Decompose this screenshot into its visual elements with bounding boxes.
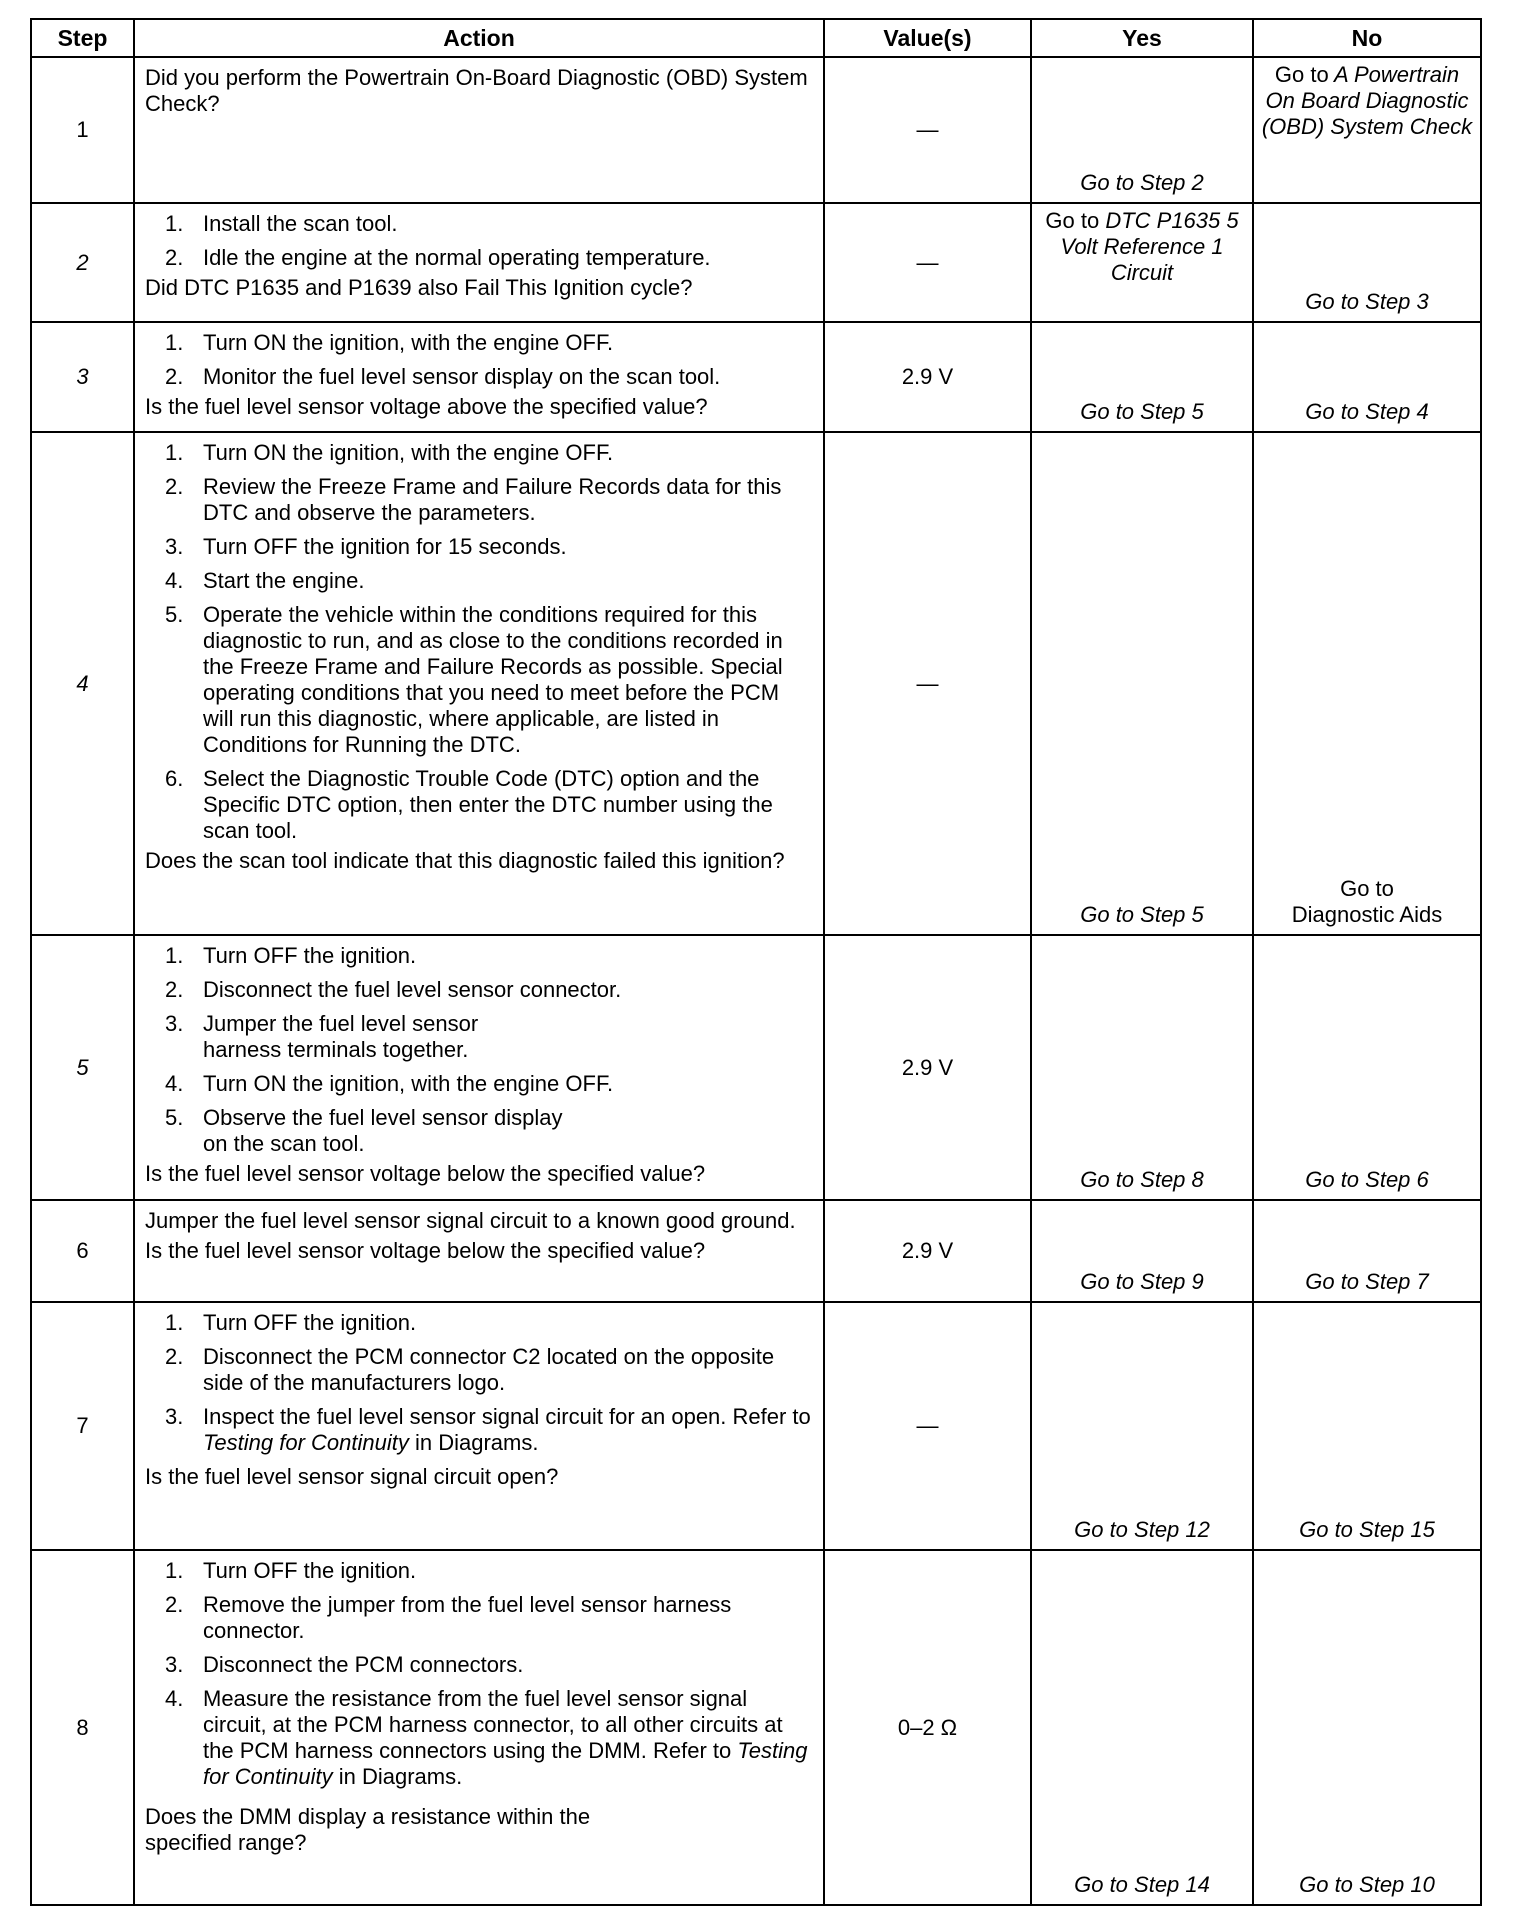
no-result [1253,322,1481,432]
no-result-reference: A Powertrain On Board Diagnostic (OBD) System Check [1261,62,1473,139]
header-yes: Yes [1031,19,1253,57]
no-result-text: Go to Step 3 [1305,289,1429,314]
value-cell: — [824,1302,1031,1550]
substep-number: 2. [165,977,184,1002]
substep-number: 1. [165,440,184,465]
step-number: 7 [31,1302,134,1550]
substep [165,1011,813,1063]
question-text: Is the fuel level sensor voltage below the specified value? [145,1161,706,1186]
no-result-reference: Diagnostic Aids [1291,902,1443,927]
substep [165,1652,813,1678]
substep [165,1071,813,1097]
substep-number: 5. [165,1105,184,1130]
substep-text: Turn ON the ignition, with the engine OFF. [203,330,614,355]
substep-number: 6. [165,766,184,791]
substep-list [145,1558,813,1790]
substep-list [145,1310,813,1456]
substep-number: 3. [165,1011,184,1036]
action-cell [134,935,824,1200]
substep-text: Inspect the fuel level sensor signal circuit for an open. Refer to [203,1404,811,1429]
question-text: Did DTC P1635 and P1639 also Fail This Ignition cycle? [145,275,693,300]
yes-result-text: Go to Step 2 [1080,170,1204,195]
substep [165,1310,813,1336]
table-row-step-4 [31,432,1481,935]
no-result [1253,57,1481,203]
question-text: Is the fuel level sensor voltage below the specified value? [145,1238,706,1263]
substep-number: 1. [165,1558,184,1583]
value-cell: — [824,203,1031,322]
no-result-prefix: Go to [1340,876,1394,901]
substep-text: Disconnect the PCM connectors. [203,1652,524,1677]
substep-list [145,943,813,1157]
substep-text: Turn OFF the ignition. [203,1558,417,1583]
step-number: 4 [31,432,134,935]
action-cell [134,57,824,203]
action-cell [134,1200,824,1302]
table-row-step-6 [31,1200,1481,1302]
no-result [1253,935,1481,1200]
substep [165,568,813,594]
header-no: No [1253,19,1481,57]
substep-text: Disconnect the PCM connector C2 located on the opposite side of the manufacturers logo. [203,1344,775,1395]
no-result-text: Go to Step 7 [1305,1269,1429,1294]
substep-text-suffix: in Diagrams. [338,1764,463,1789]
action-cell [134,203,824,322]
step-number: 2 [31,203,134,322]
no-result-text: Go to Step 6 [1305,1167,1429,1192]
no-result [1253,1302,1481,1550]
substep-text: Jumper the fuel level sensor harness terminals together. [203,1011,479,1062]
step-number: 1 [31,57,134,203]
no-result [1253,1550,1481,1905]
substep-list [145,440,813,844]
substep-text-suffix: in Diagrams. [414,1430,539,1455]
action-cell [134,322,824,432]
diagnostic-table [30,18,1482,1906]
value-cell: 0–2 Ω [824,1550,1031,1905]
header-action: Action [134,19,824,57]
step-number: 3 [31,322,134,432]
substep-text: Monitor the fuel level sensor display on the scan tool. [203,364,721,389]
yes-result [1031,432,1253,935]
substep-text: Disconnect the fuel level sensor connector. [203,977,622,1002]
substep [165,1105,813,1157]
substep-text: Turn OFF the ignition. [203,1310,417,1335]
substep-number: 4. [165,1686,184,1711]
value-cell: — [824,432,1031,935]
no-result-text: Go to Step 4 [1305,399,1429,424]
substep-text: Remove the jumper from the fuel level sensor harness connector. [203,1592,732,1643]
no-result-text: Go to Step 15 [1299,1517,1435,1542]
value-cell: 2.9 V [824,1200,1031,1302]
yes-result-text: Go to Step 5 [1080,902,1204,927]
substep [165,943,813,969]
question-text: Did you perform the Powertrain On-Board Diagnostic (OBD) System Check? [145,65,808,116]
substep-number: 4. [165,568,184,593]
substep-number: 1. [165,211,184,236]
substep-number: 3. [165,1404,184,1429]
yes-result [1031,322,1253,432]
substep [165,1686,813,1790]
yes-result-text: Go to Step 14 [1074,1872,1210,1897]
substep [165,245,813,271]
action-cell [134,432,824,935]
header-step: Step [31,19,134,57]
yes-result-text: Go to Step 12 [1074,1517,1210,1542]
substep-text: Turn ON the ignition, with the engine OFF. [203,1071,614,1096]
table-row-step-1 [31,57,1481,203]
substep-text: Turn ON the ignition, with the engine OFF. [203,440,614,465]
step-number: 8 [31,1550,134,1905]
no-result [1253,1200,1481,1302]
action-cell [134,1550,824,1905]
substep-text: Turn OFF the ignition for 15 seconds. [203,534,567,559]
yes-result [1031,57,1253,203]
yes-result-text: Go to Step 9 [1080,1269,1204,1294]
substep-number: 1. [165,1310,184,1335]
no-result [1253,203,1481,322]
substep-text: Turn OFF the ignition. [203,943,417,968]
substep-number: 3. [165,534,184,559]
substep-number: 1. [165,330,184,355]
value-cell: — [824,57,1031,203]
yes-result-prefix: Go to [1045,208,1100,233]
substep [165,1404,813,1456]
table-row-step-5 [31,935,1481,1200]
action-cell [134,1302,824,1550]
substep-number: 2. [165,1592,184,1617]
substep [165,1344,813,1396]
substep-text: Operate the vehicle within the conditions required for this diagnostic to run, and as close to the conditions recorded in the Freeze Frame and Failure Records as possible. Special operating conditions that you need to meet before the PCM will run this diagnostic, where applicable, are listed in Conditions for Running the DTC. [203,602,783,757]
substep-text: Measure the resistance from the fuel level sensor signal circuit, at the PCM harness connector, to all other circuits at the PCM harness connectors using the DMM. Refer to [203,1686,783,1763]
substep-number: 2. [165,245,184,270]
substep [165,1592,813,1644]
substep [165,440,813,466]
substep-number: 2. [165,1344,184,1369]
yes-result-reference: DTC P1635 5 Volt Reference 1 Circuit [1060,208,1239,285]
substep-number: 2. [165,474,184,499]
step-number: 5 [31,935,134,1200]
substep-text: Review the Freeze Frame and Failure Records data for this DTC and observe the parameters. [203,474,782,525]
yes-result [1031,1550,1253,1905]
continuity-reference: Testing for Continuity [203,1738,808,1789]
substep-number: 5. [165,602,184,627]
substep-text: Start the engine. [203,568,365,593]
question-text: Is the fuel level sensor signal circuit open? [145,1464,559,1489]
header-row [31,19,1481,57]
continuity-reference: Testing for Continuity [203,1430,409,1455]
yes-result [1031,1200,1253,1302]
substep-number: 4. [165,1071,184,1096]
question-text: Does the scan tool indicate that this diagnostic failed this ignition? [145,848,785,873]
substep-text: Install the scan tool. [203,211,398,236]
substep [165,534,813,560]
substep-text: Observe the fuel level sensor display on the scan tool. [203,1105,563,1156]
table-row-step-8 [31,1550,1481,1905]
substep-text: Idle the engine at the normal operating temperature. [203,245,711,270]
table-row-step-2 [31,203,1481,322]
substep [165,474,813,526]
substep [165,364,813,390]
substep-number: 1. [165,943,184,968]
substep [165,1558,813,1584]
substep [165,977,813,1003]
step-number: 6 [31,1200,134,1302]
substep-number: 2. [165,364,184,389]
table-row-step-7 [31,1302,1481,1550]
no-result [1253,432,1481,935]
value-cell: 2.9 V [824,322,1031,432]
question-text: Does the DMM display a resistance within the specified range? [145,1804,591,1855]
substep [165,211,813,237]
question-text: Is the fuel level sensor voltage above the specified value? [145,394,708,419]
substep-number: 3. [165,1652,184,1677]
substep-list [145,330,813,390]
table-row-step-3 [31,322,1481,432]
value-cell: 2.9 V [824,935,1031,1200]
no-result-prefix: Go to [1274,62,1329,87]
substep [165,330,813,356]
yes-result [1031,203,1253,322]
instruction-text: Jumper the fuel level sensor signal circuit to a known good ground. [145,1208,796,1233]
yes-result-text: Go to Step 8 [1080,1167,1204,1192]
substep [165,766,813,844]
header-values: Value(s) [824,19,1031,57]
no-result-text: Go to Step 10 [1299,1872,1435,1897]
yes-result-text: Go to Step 5 [1080,399,1204,424]
substep [165,602,813,758]
yes-result [1031,935,1253,1200]
substep-text: Select the Diagnostic Trouble Code (DTC) option and the Specific DTC option, then enter the DTC number using the scan tool. [203,766,773,843]
substep-list [145,211,813,271]
yes-result [1031,1302,1253,1550]
